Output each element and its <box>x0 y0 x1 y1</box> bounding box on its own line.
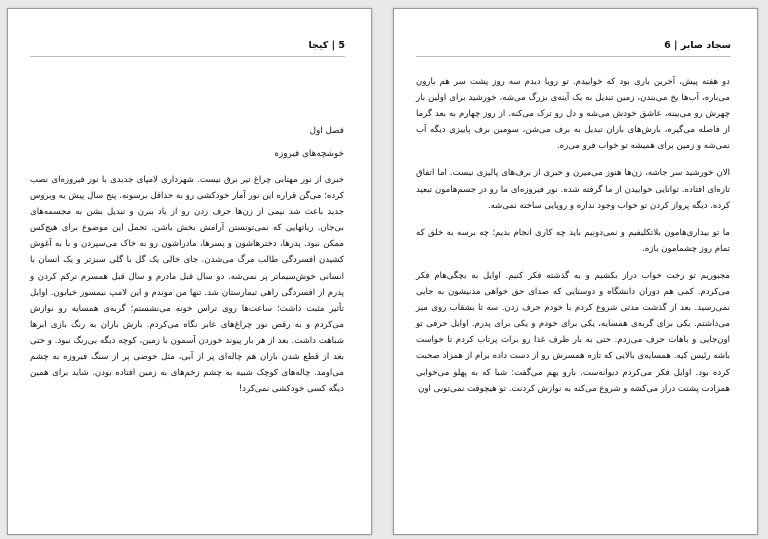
section-title: خوشچه‌های فیروزه <box>274 149 344 159</box>
right-page-body <box>416 74 730 397</box>
body-paragraph: الان خورشید سر جاشه، زن‌ها هنوز می‌میرن و خبری از برف‌های پالیزی نیست. اما اتفاق تازه‌ای افتاده. توانایی خوابیدن از ما گرفته شده. نور فیروزه‌ای ما رو در جسم‌هامون تبعید کرده. دیگه پرواز کردن تو خواب وجود نداره و رویایی ساخته نمی‌شه. <box>416 168 730 211</box>
left-page-body <box>30 172 344 397</box>
body-paragraph: ما تو بیداری‌هامون بلاتکلیفیم و نمی‌دونیم باید چه کاری انجام بدیم؛ چه برسه به خلق که تمام روز چشمامون بازه. <box>416 227 730 254</box>
page-header-right: سجاد صابر | 6 <box>416 38 731 57</box>
left-page <box>7 8 372 535</box>
right-page <box>393 8 758 535</box>
page-header-left: 5 | کیجا <box>30 38 345 57</box>
body-paragraph: خبری از نور مهتابی چراغ تیر برق نیست. شهرداری لامپای جدیدی با نور فیروزه‌ای نصب کرده؛ می‌گن قراره این نور آمار خودکشی رو به حداقل برسونه. پنج سال پیش یه ویروس جدید باعث شد نیمی از زن‌ها حرف زدن رو از یاد ببرن و تبدیل بشن به مجسمه‌های بی‌جان. رباتهایی که نمی‌تونستن آرامش بخش باشن. تحمل این موضوع برای هیچ‌کس ممکن نبود. پدرها، دخترهاشون و پسرها، مادراشون رو به خاک می‌سپردن و با به آغوش کشیدن افسردگی طالب مرگ می‌شدن. جای خالی یک گل با گلی سبزتر و یک انسان با انسانی خوش‌سیماتر پر نمی‌شه. دو سال قبل مادرم و سال قبل همسرم ترکم کردن و پدرم از افسردگی راهی تیمارستان شد. تنها من موندم و این لامپ نیمسوز خیابون. اوایل تأثیر مثبت داشت؛ ساعت‌ها روی تراس خونه می‌نشستم؛ گربه‌ی همسایه رو نوازش می‌کردم و به رقص نور چراغ‌های عابر نگاه می‌کردم. بارش باران به رنگ بازی ابرها شباهت داشت. بعد از هر بار پیوند خوردن آسمون با زمین، کوچه دیگه بی‌رنگ نبود. و حتی بعد از قطع شدن باران هم چاله‌ای پر از آبی، مثل حوضی پر از سنگ فیروزه به چشم می‌اومد. چاله‌های کوچک شبیه به چشم زخم‌های به زمین افتاده بودن. شاید برای همین دیگه کسی خودکشی نمی‌کرد! <box>30 175 344 395</box>
body-paragraph: دو هفته پیش، آخرین باری بود که خوابیدم. تو رویا دیدم سه روز پشت سر هم بارون می‌باره، آب‌ها یخ می‌بندن، زمین تبدیل به یک آینه‌ی بزرگ می‌شه، خورشید برای اولین بار چهرش رو می‌بینه، عاشق خودش می‌شه و دل رو ترک می‌کنه. از روز چهارم به بعد گرما از فاصله می‌گیره، بارش‌های باران تبدیل به برف می‌شن، سومین برف پاییزی دیگه آب نمی‌شه و زمین برای همیشه تو خواب فرو می‌ره. <box>416 77 730 152</box>
body-paragraph: مجبوریم تو رخت خواب دراز بکشیم و به گذشته فکر کنیم. اوایل به بچگی‌هام فکر می‌کردم. کمی هم دوران دانشگاه و دوستایی که صدای حق خواهی مدنیشون به جایی نمی‌رسید. بعد از گذشت مدتی شروع کردم با خودم حرف زدن. سه تا بشقاب روی میز می‌ذاشتم. یکی برای گربه‌ی همسایه، یکی برای خودم و یکی برای پدرم. اوایل حرفی تو اون‌جایی و باهات حرف می‌زدم. حتی به بار ظرف غذا رو برات پرتاب کردم تا خواست باشه رئیس کیه. همسایه‌ی بالایی که تازه همسرش رو از دست داده برام از همزاد صحبت کرده بود. اوایل فکر می‌کردم دیوانه‌ست. بارو بهم می‌گفت: شبا که به پهلو می‌خوابی همزادت پشتت دراز می‌کشه و شروع می‌کنه به نوازش کردنت. تو هیچوقت نمی‌تونی اون <box>416 270 730 394</box>
chapter-title: فصل اول <box>309 126 344 136</box>
